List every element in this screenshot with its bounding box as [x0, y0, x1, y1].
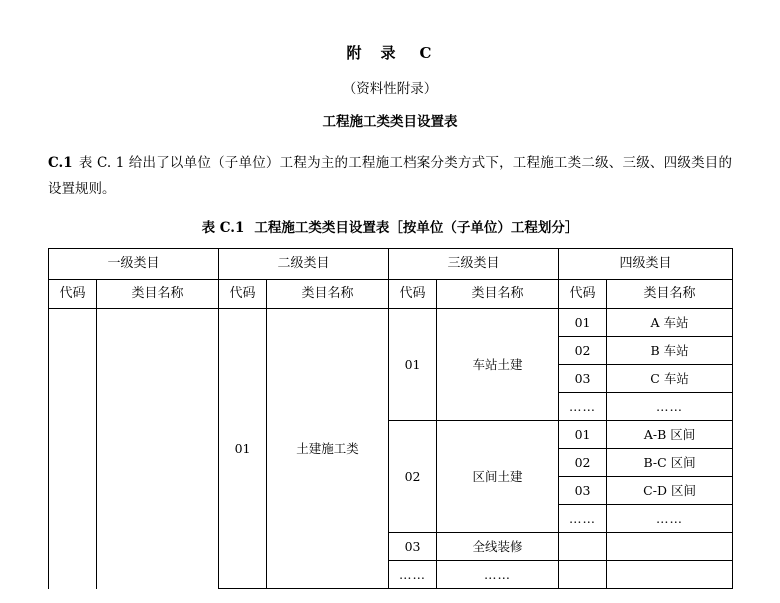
level3-name-cell: 车站土建 [437, 309, 559, 421]
group-header-level1: 一级类目 [49, 249, 219, 280]
clause-number: C.1 [48, 155, 73, 171]
sub-header-code-2: 代码 [219, 280, 267, 309]
level2-name-cell: 土建施工类 [267, 309, 389, 589]
table-caption-number: 表 C.1 [201, 220, 245, 236]
sub-header-code-3: 代码 [389, 280, 437, 309]
level4-name-cell: B-C 区间 [607, 449, 733, 477]
sub-header-name-3: 类目名称 [437, 280, 559, 309]
table-sub-header-row [49, 280, 733, 309]
table-group-header-row [49, 249, 733, 280]
level4-code-cell [559, 533, 607, 561]
level4-code-cell: 03 [559, 365, 607, 393]
clause-text: 表 C. 1 给出了以单位（子单位）工程为主的工程施工档案分类方式下，工程施工类二级、三级、四级类目的设置规则。 [48, 155, 732, 197]
group-header-level3: 三级类目 [389, 249, 559, 280]
table-caption-text: 工程施工类类目设置表［按单位（子单位）工程划分］ [254, 220, 579, 236]
level4-name-cell: A-B 区间 [607, 421, 733, 449]
level4-name-cell: …… [607, 505, 733, 533]
level4-code-cell [559, 561, 607, 589]
level3-code-cell: 02 [389, 421, 437, 533]
catalog-table [48, 248, 733, 589]
group-header-level4: 四级类目 [559, 249, 733, 280]
level4-code-cell: …… [559, 505, 607, 533]
level3-name-cell: 全线装修 [437, 533, 559, 561]
level4-code-cell: 01 [559, 421, 607, 449]
level3-code-cell: 01 [389, 309, 437, 421]
appendix-subtitle-2: 工程施工类类目设置表 [322, 114, 458, 130]
level4-name-cell: C 车站 [607, 365, 733, 393]
appendix-label-left: 附 录 [346, 44, 398, 62]
appendix-subtitle: （资料性附录） [342, 81, 438, 97]
sub-header-name-4: 类目名称 [607, 280, 733, 309]
level4-code-cell: 02 [559, 337, 607, 365]
sub-header-code-4: 代码 [559, 280, 607, 309]
clause-paragraph [48, 150, 732, 202]
document-page [0, 42, 780, 603]
level2-code-cell: 01 [219, 309, 267, 589]
level4-code-cell: …… [559, 393, 607, 421]
level4-code-cell: 01 [559, 309, 607, 337]
sub-header-name-2: 类目名称 [267, 280, 389, 309]
sub-header-name-1: 类目名称 [97, 280, 219, 309]
level1-code-cell [49, 309, 97, 589]
appendix-title [48, 42, 732, 63]
level4-name-cell: C-D 区间 [607, 477, 733, 505]
level4-name-cell: A 车站 [607, 309, 733, 337]
group-header-level2: 二级类目 [219, 249, 389, 280]
level4-code-cell: 03 [559, 477, 607, 505]
level4-code-cell: 02 [559, 449, 607, 477]
level4-name-cell [607, 561, 733, 589]
level3-name-cell: …… [437, 561, 559, 589]
level3-code-cell: 03 [389, 533, 437, 561]
level1-name-cell [97, 309, 219, 589]
level4-name-cell: B 车站 [607, 337, 733, 365]
level3-code-cell: …… [389, 561, 437, 589]
appendix-label-right: C [419, 44, 434, 62]
table-row [49, 309, 733, 337]
sub-header-code-1: 代码 [49, 280, 97, 309]
level3-name-cell: 区间土建 [437, 421, 559, 533]
level4-name-cell: …… [607, 393, 733, 421]
table-caption [48, 216, 732, 236]
level4-name-cell [607, 533, 733, 561]
